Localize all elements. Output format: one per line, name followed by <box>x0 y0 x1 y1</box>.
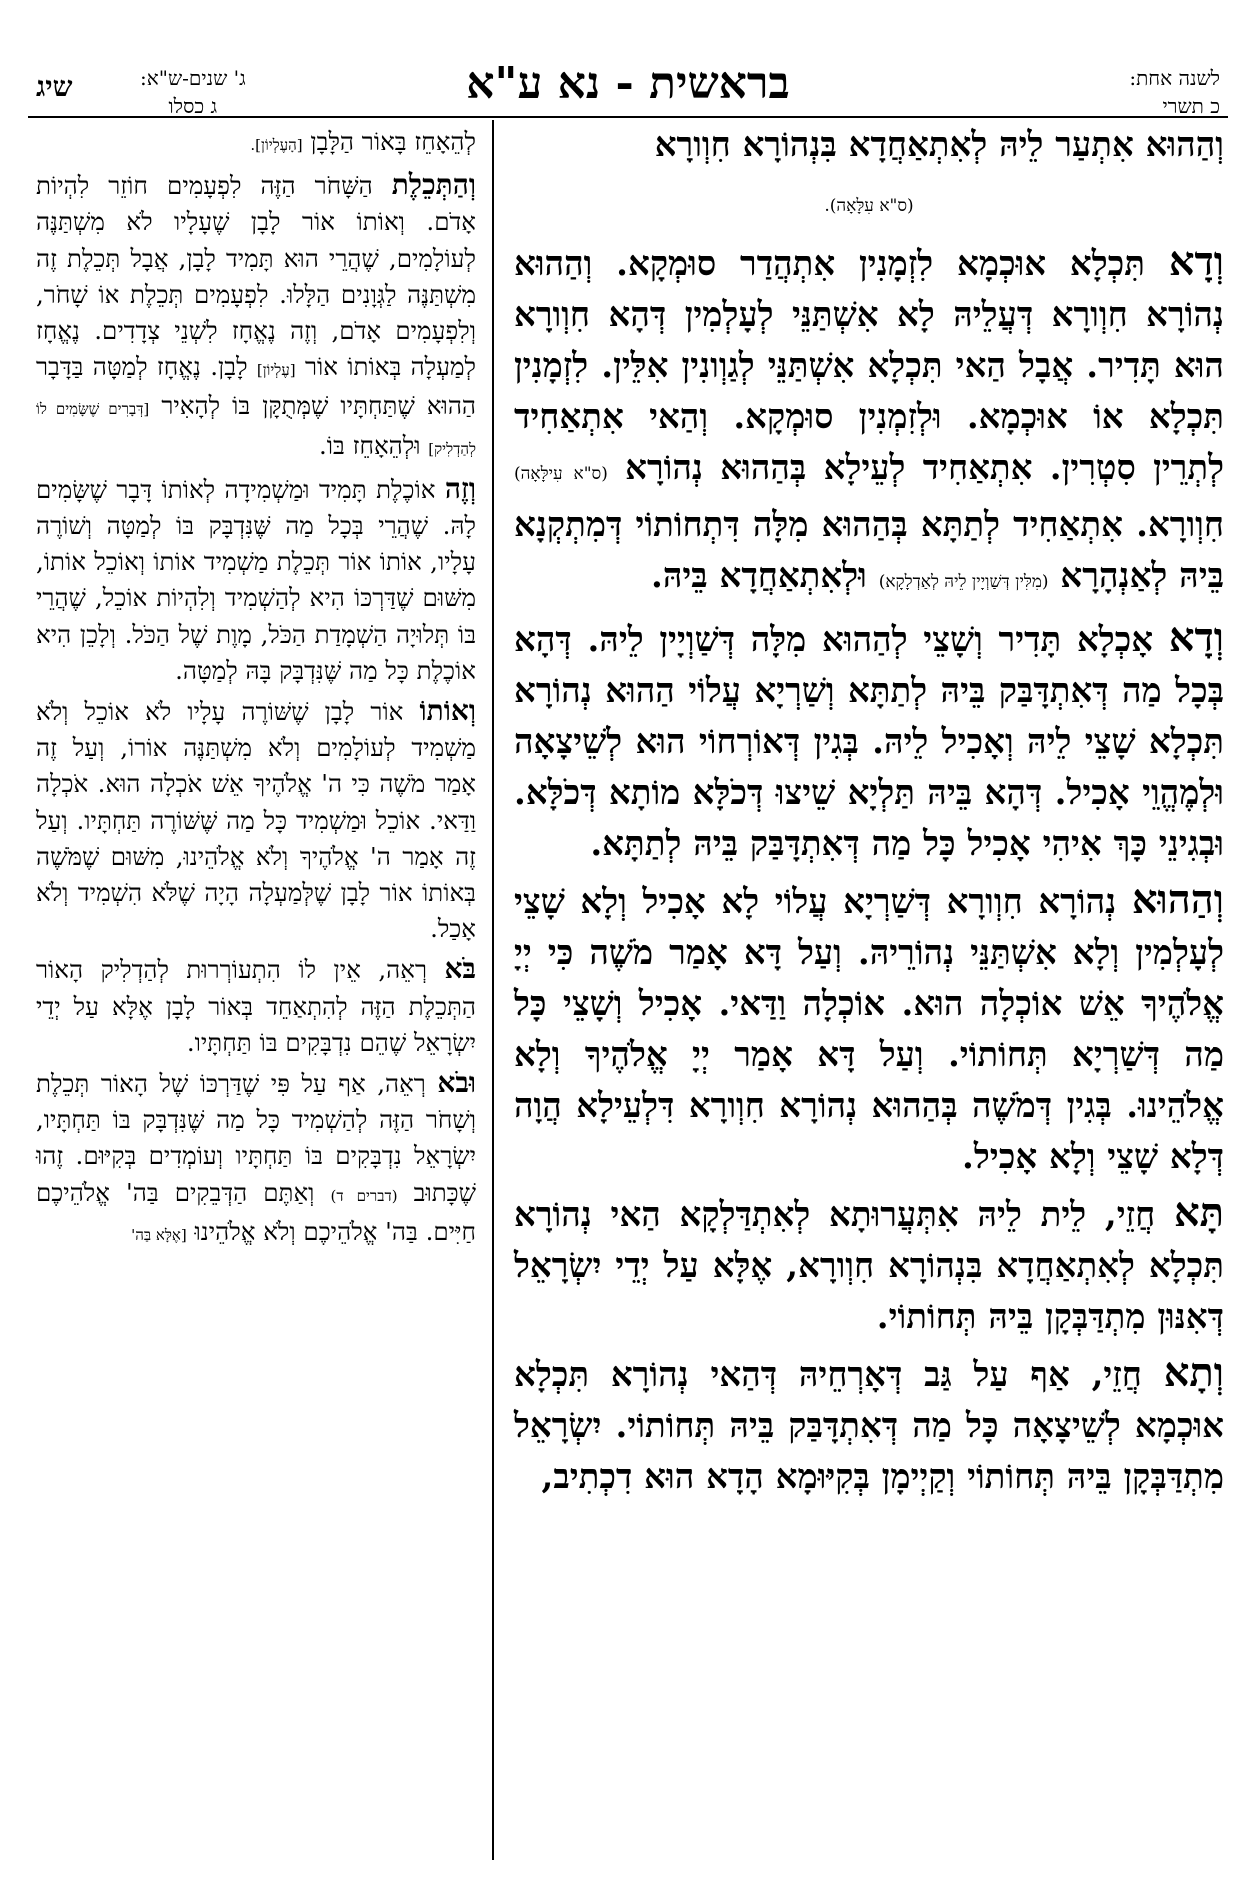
column-divider <box>492 120 494 1860</box>
header-rule <box>28 116 1228 118</box>
main-note: (ס"א עִלָּאָה). <box>824 196 914 216</box>
commentary-paragraph: וְהַתְּכֵלֶת הַשָּׁחֹר הַזֶּה לִפְעָמִים חוֹזֵר לִהְיוֹת אָדֹם. וְאוֹתוֹ אוֹר לָבָן שֶׁעָלָיו לֹא מִשְׁתַּנֶּה לְעוֹלָמִים, שֶׁהֲרֵי הוּא תָּמִיד לָבָן, אֲבָל תְּכֵלֶת זֶה מִשְׁתַּנֶּה לַגְּוָנִים הַלָּלוּ. לִפְעָמִים תְּכֵלֶת אוֹ שָׁחֹר, וְלִפְעָמִים אָדֹם, וְזֶה נֶאֱחָז לִשְׁנֵי צְדָדִים. נֶאֱחָז לְמַעְלָה בְּאוֹתוֹ אוֹר [עֶלְיוֹן] לָבָן. נֶאֱחָז לְמַטָּה בַּדָּבָר הַהוּא שֶׁתַּחְתָּיו שֶׁמְּתֻקָּן בּוֹ לְהָאִיר [דְּבָרִים שֶׁשָּׂמִים לוֹ לְהַדְלִיק] וּלְהֵאָחֵז בּוֹ. <box>36 168 477 460</box>
commentary-paragraph: וּבֹא רְאֵה, אַף עַל פִּי שֶׁדַּרְכּוֹ שֶׁל הָאוֹר תְּכֵלֶת וְשָׁחֹר הַזֶּה לְהַשְׁמִיד כָּל מַה שֶּׁנִּדְבָּק בּוֹ תַּחְתָּיו, יִשְׂרָאֵל נִדְבָּקִים בּוֹ תַּחְתָּיו וְעוֹמְדִים בְּקִיּוּם. זֶהוּ שֶׁכָּתוּב (דברים ד) וְאַתֶּם הַדְּבֵקִים בַּה' אֱלֹהֵיכֶם חַיִּים. בַּה' אֱלֹהֵיכֶם וְלֹא אֱלֹהֵינוּ [אֶלָּא בַּה' <box>36 1066 476 1246</box>
commentary-paragraph: בֹּא רְאֵה, אֵין לוֹ הִתְעוֹרְרוּת לְהַדְלִיק הָאוֹר הַתְּכֵלֶת הַזֶּה לְהִתְאַחֵד בְּאוֹר לָבָן אֶלָּא עַל יְדֵי יִשְׂרָאֵל שֶׁהֵם נִדְבָּקִים בּוֹ תַּחְתָּיו. <box>36 952 476 1057</box>
main-paragraph: וְהַהוּא נְהוֹרָא חִוְורָא דְּשַׁרְיָא עֲלוֹי לָא אָכִיל וְלָא שָׁצֵי לְעָלְמִין וְלָא אִשְׁתַּנֵּי נְהוֹרֵיהּ. וְעַל דָּא אָמַר מֹשֶׁה כִּי יְיָ אֱלֹהֶיךָ אֵשׁ אוֹכְלָה הוּא. אוֹכְלָה וַדַּאי. אָכִיל וְשָׁצֵי כָּל מַה דְּשַׁרְיָא תְּחוֹתוֹי. וְעַל דָּא אָמַר יְיָ אֱלֹהֶיךָ וְלָא אֱלֹהֵינוּ. בְּגִין דְּמֹשֶׁה בְּהַהוּא נְהוֹרָא חִוְורָא דִּלְעֵילָא הֲוָה דְּלָא שָׁצֵי וְלָא אָכִיל. <box>514 876 1224 1177</box>
page-number: שיג <box>36 70 73 103</box>
commentary-paragraph: וְאוֹתוֹ אוֹר לָבָן שֶׁשּׁוֹרֶה עָלָיו לֹא אוֹכֵל וְלֹא מַשְׁמִיד לְעוֹלָמִים וְלֹא מִשְׁתַּנֶּה אוֹרוֹ, וְעַל זֶה אָמַר מֹשֶׁה כִּי ה' אֱלֹהֶיךָ אֵשׁ אֹכְלָה הוּא. אֹכְלָה וַדַּאי. אוֹכֵל וּמַשְׁמִיד כָּל מַה שֶּׁשּׁוֹרֶה תַּחְתָּיו. וְעַל זֶה אָמַר ה' אֱלֹהֶיךָ וְלֹא אֱלֹהֵינוּ, מִשּׁוּם שֶׁמֹּשֶׁה בְּאוֹתוֹ אוֹר לָבָן שֶׁלְּמַעְלָה הָיָה שֶׁלֹּא הִשְׁמִיד וְלֹא אָכַל. <box>36 694 476 944</box>
page-header <box>28 34 1228 118</box>
document-page <box>28 34 1228 1864</box>
daily-schedule-one-year: לשנה אחת: כ תשרי <box>1129 66 1220 118</box>
main-paragraph: וְהַהוּא אִתְעַר לֵיהּ לְאִתְאַחֲדָא בִּנְהוֹרָא חִוְורָא <box>654 125 1224 165</box>
main-paragraph: וְדָא תִּכְלָא אוּכְמָא לִזְמָנִין אִתְהֲדַר סוּמְקָא. וְהַהוּא נְהוֹרָא חִוְורָא דְּעֲלֵיהּ לָא אִשְׁתַּנֵּי לְעָלְמִין דְּהָא חִוְורָא הוּא תָּדִיר. אֲבָל הַאי תִּכְלָא אִשְׁתַּנֵּי לְגַוְונִין אִלֵּין. לִזְמָנִין תִּכְלָא אוֹ אוּכְמָא. וּלְזִמְנִין סוּמְקָא. וְהַאי אִתְאַחִיד לְתְרֵין סִטְרִין. אִתְאַחִיד לְעֵילָא בְּהַהוּא נְהוֹרָא (ס"א עִילָּאָה) חִוְורָא. אִתְאַחִיד לְתַתָּא בְּהַהוּא מִלָּה דִּתְחוֹתוֹי דְּמִתְקְנָא בֵּיהּ לְאַנְהָרָא (מִלִּין דְּשַׁוְיָין לֵיהּ לְאַדְלָקָא) וּלְאִתְאַחֲדָא בֵּיהּ. <box>514 238 1224 596</box>
commentary-paragraph: וְזֶה אוֹכֶלֶת תָּמִיד וּמַשְׁמִידָה לְאוֹתוֹ דָּבָר שֶׁשָּׂמִים לָהּ. שֶׁהֲרֵי בְּכָל מַה שֶּׁנִּדְבָּק בּוֹ לְמַטָּה וְשׁוֹרֶה עָלָיו, אוֹתוֹ אוֹר תְּכֵלֶת מַשְׁמִיד אוֹתוֹ וְאוֹכֵל אוֹתוֹ, מִשּׁוּם שֶׁדַּרְכּוֹ הִיא לְהַשְׁמִיד וְלִהְיוֹת אוֹכֵל, שֶׁהֲרֵי בּוֹ תְּלוּיָה הַשְׁמָדַת הַכֹּל, מָוֶת שֶׁל הַכֹּל. וְלָכֵן הִיא אוֹכֶלֶת כָּל מַה שֶּׁנִּדְבָּק בָּהּ לְמַטָּה. <box>36 471 476 685</box>
main-paragraph: וְתָא חֲזֵי, אַף עַל גַּב דְּאָרְחֵיהּ דְּהַאי נְהוֹרָא תִּכְלָא אוּכְמָא לְשֵׁיצָאָה כָּל מַה דְּאִתְדָּבַּק בֵּיהּ תְּחוֹתוֹי. יִשְׂרָאֵל מִתְדַּבְּקָן בֵּיהּ תְּחוֹתוֹי וְקַיְימָן בְּקִיּוּמָא הָדָא הוּא דִכְתִיב, <box>514 1349 1224 1497</box>
translation-column <box>36 124 476 1257</box>
main-paragraph: וְדָא אָכְלָא תָּדִיר וְשָׁצֵי לְהַהוּא מִלָּה דְּשַׁוְיָין לֵיהּ. דְּהָא בְּכָל מַה דְּאִתְדָּבַּק בֵּיהּ לְתַתָּא וְשַׁרְיָא עֲלוֹי הַהוּא נְהוֹרָא תִּכְלָא שָׁצֵי לֵיהּ וְאָכִיל לֵיהּ. בְּגִין דְּאוֹרְחוֹי הוּא לְשֵׁיצָאָה וּלְמֶהֱוֵי אָכִיל. דְּהָא בֵּיהּ תַּלְיָא שֵׁיצוּ דְּכֹלָּא מוֹתָא דְּכֹלָּא. וּבְגִינֵי כָּךְ אִיהִי אָכִיל כָּל מַה דְּאִתְדָּבַּק בֵּיהּ לְתַתָּא. <box>514 614 1224 864</box>
commentary-paragraph: לְהֵאָחֵז בָּאוֹר הַלָּבָן [הָעֶלְיוֹן]. <box>250 127 476 156</box>
main-paragraph: תָּא חֲזֵי, לֵית לֵיהּ אִתְּעֲרוּתָא לְאִתְדַּלְקָא הַאי נְהוֹרָא תִּכְלָא לְאִתְאַחֲדָא בִּנְהוֹרָא חִוְורָא, אֶלָּא עַל יְדֵי יִשְׂרָאֵל דְּאִנּוּן מִתְדַּבְּקָן בֵּיהּ תְּחוֹתוֹי. <box>514 1189 1225 1337</box>
page-title: בראשית - נא ע"א <box>466 58 790 109</box>
main-text-column <box>514 120 1224 1507</box>
daily-schedule-three-years: ג' שנים-ש"א: ג כסלו <box>140 66 246 118</box>
